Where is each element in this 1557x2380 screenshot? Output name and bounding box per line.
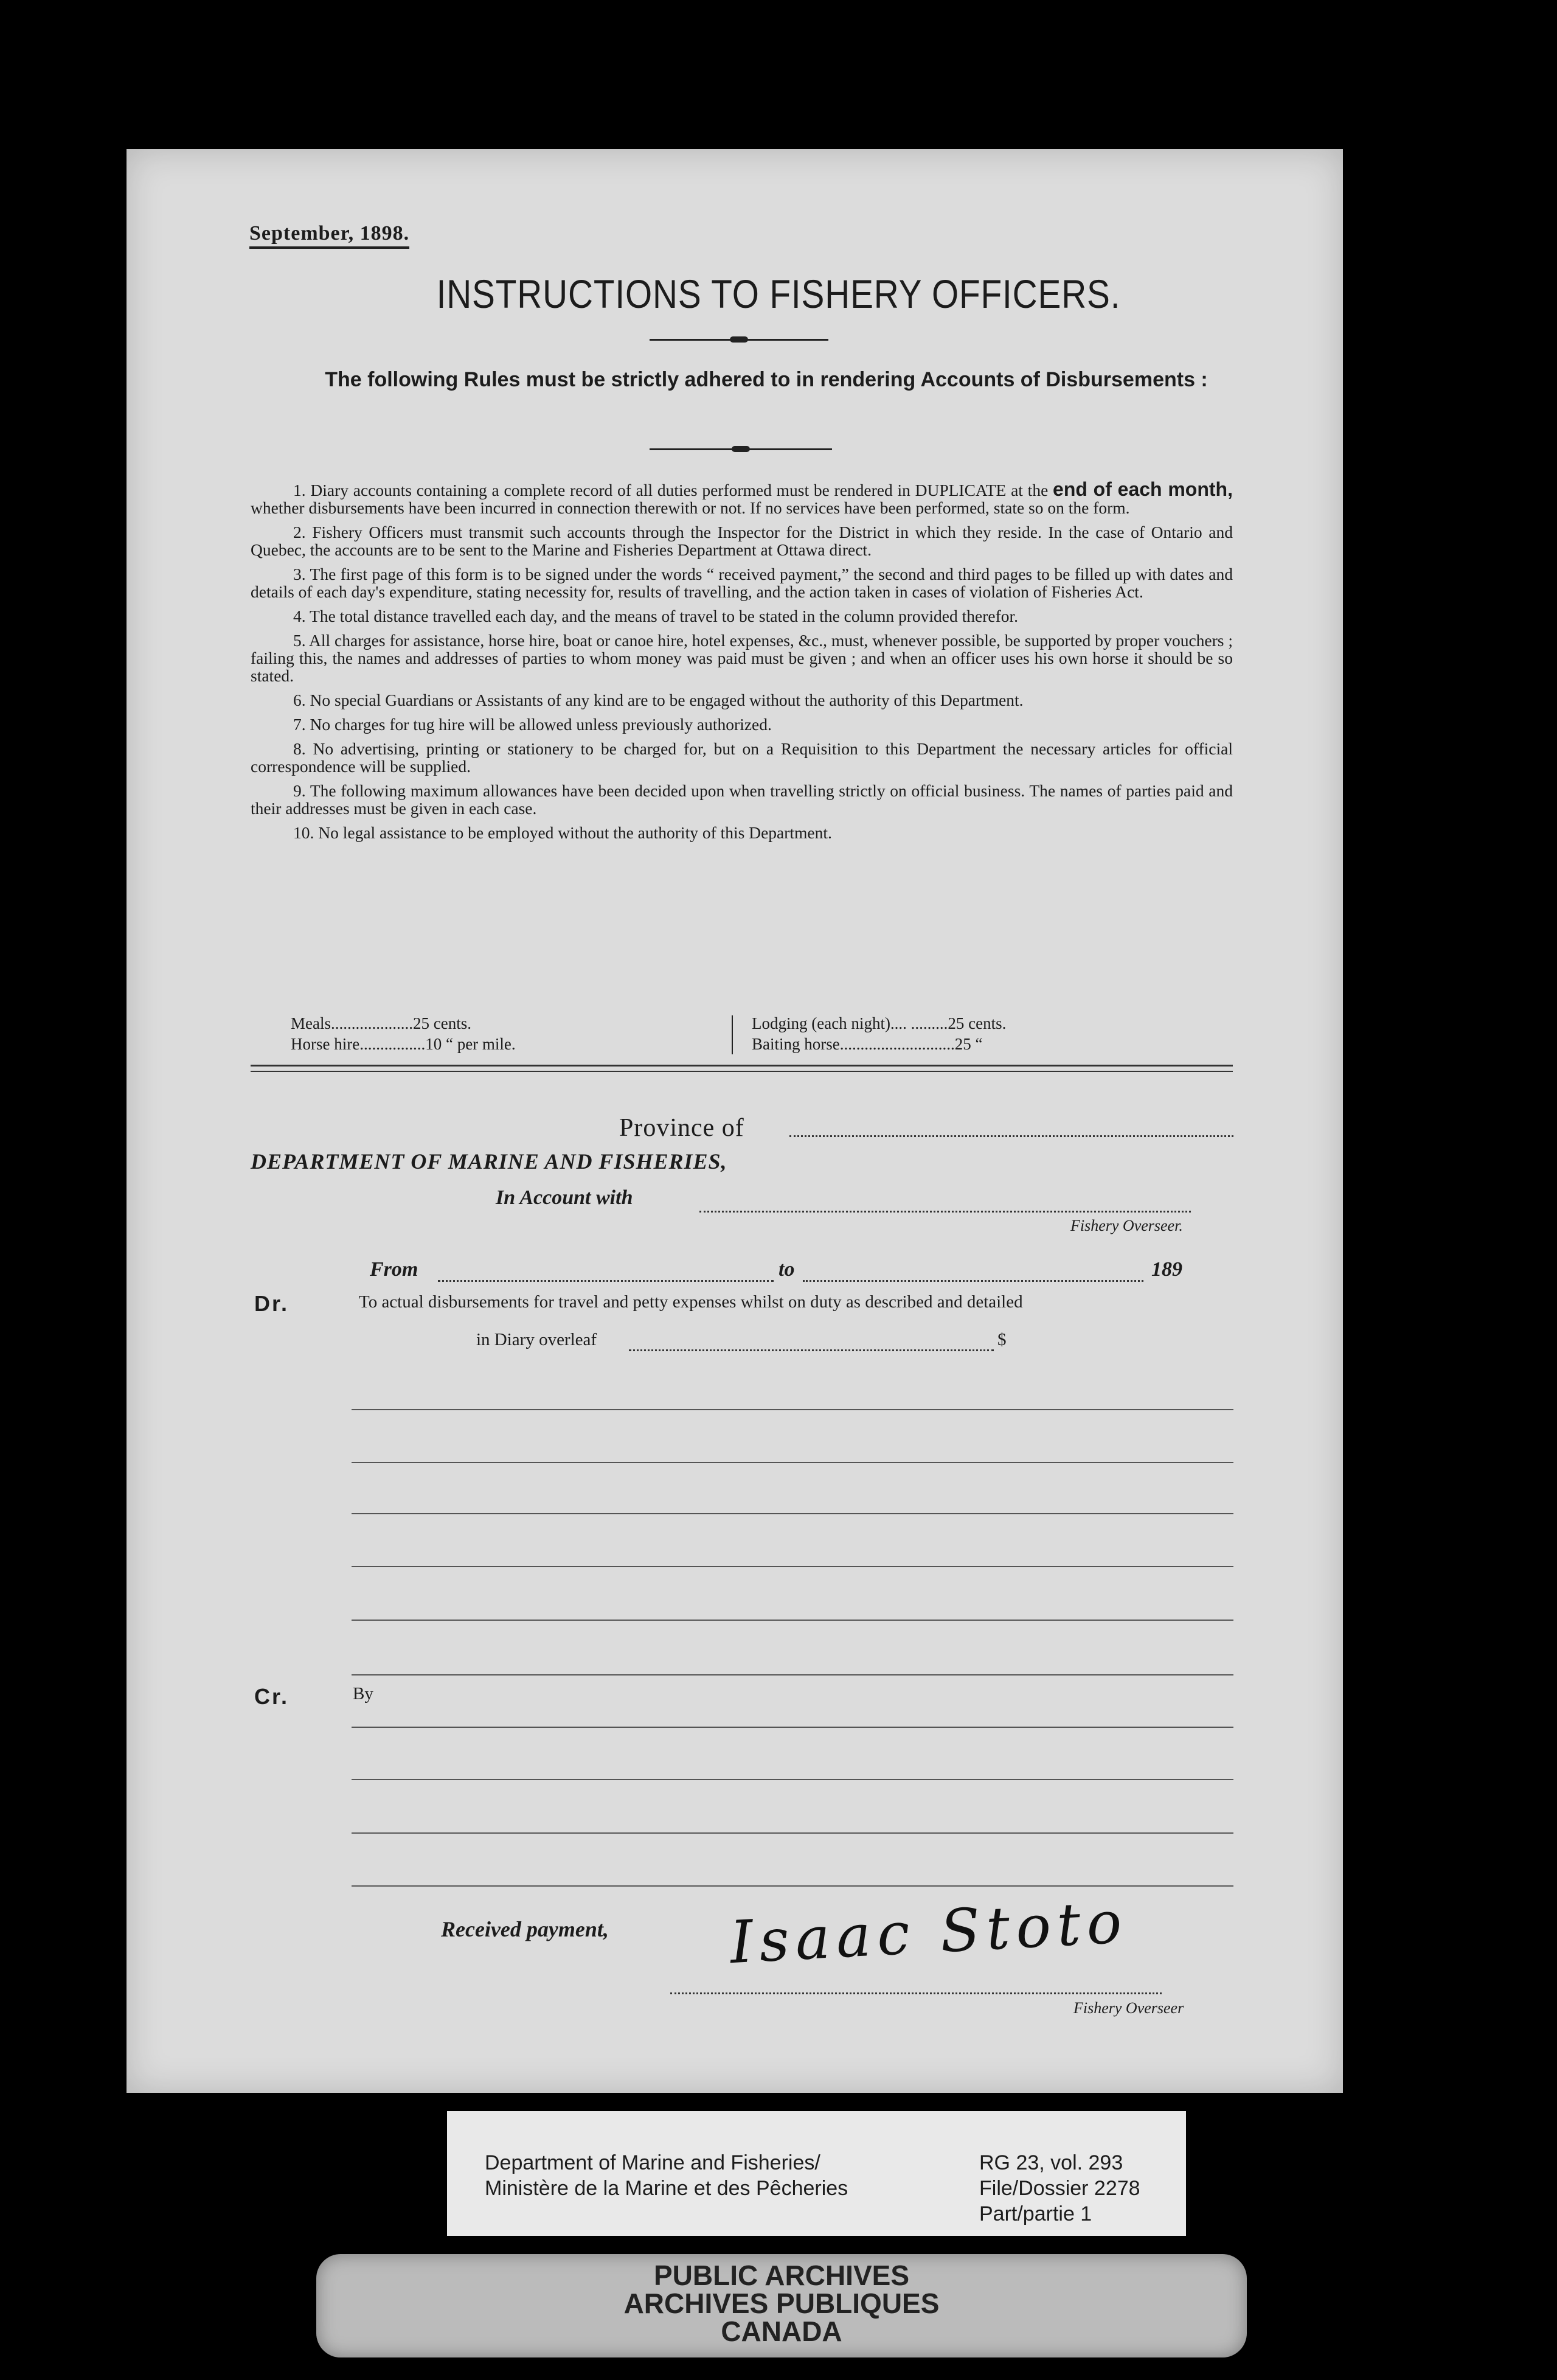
section-divider [251,1071,1233,1072]
to-date-field[interactable] [803,1280,1143,1282]
rule-item: 8. No advertising, printing or stationery to be charged for, but on a Requisition to this Department the necessary articles for official correspondence will be supplied. [251,739,1233,776]
department-heading: DEPARTMENT OF MARINE AND FISHERIES, [251,1149,727,1174]
rule-item: 1. Diary accounts containing a complete record of all duties performed must be rendered in DUPLICATE at the end of each month, whether disbursements have been incurred in connection therewith or not. If no services have been performed, state so on the form. [251,478,1233,517]
rule-item: 4. The total distance travelled each day, and the means of travel to be stated in the column provided therefor. [293,607,1019,625]
in-account-with-label: In Account with [496,1186,633,1209]
account-name-field[interactable] [699,1211,1191,1213]
fishery-overseer-caption: Fishery Overseer. [1070,1217,1183,1234]
subtitle: The following Rules must be strictly adhered to in rendering Accounts of Disbursements : [325,368,1208,391]
signature-line[interactable] [670,1992,1162,1994]
received-payment-label: Received payment, [441,1917,609,1941]
archive-reference-card [447,2111,1186,2236]
debit-entry-line[interactable] [352,1462,1233,1463]
from-label: From [370,1258,418,1281]
fishery-overseer-caption: Fishery Overseer [1073,1999,1184,2017]
by-label: By [353,1684,373,1703]
province-field[interactable] [789,1135,1233,1137]
credit-entry-line[interactable] [352,1832,1233,1834]
allowances-table [291,1013,1233,1057]
rules-list [251,478,1233,848]
rule-item: 6. No special Guardians or Assistants of any kind are to be engaged without the authority of this Department. [293,691,1024,709]
debit-label: Dr. [254,1291,290,1316]
diary-amount-field[interactable] [629,1349,994,1351]
rule-item: 3. The first page of this form is to be signed under the words “ received payment,” the second and third pages to be filled up with dates and details of each day's expenditure, stating necessity for, results of travelling, and the action taken in cases of violation of Fisheries Act. [251,565,1233,601]
dollar-sign: $ [997,1330,1007,1349]
credit-entry-line[interactable] [352,1779,1233,1780]
to-label: to [778,1258,795,1281]
ornament-dot [730,336,748,343]
section-divider [251,1065,1233,1066]
archives-stamp-text: PUBLIC ARCHIVES ARCHIVES PUBLIQUES CANADA [623,2260,940,2347]
allowance-lodging: Lodging (each night).... .........25 cents. [752,1014,1007,1032]
rule-item: 10. No legal assistance to be employed without the authority of this Department. [293,823,832,842]
allowance-divider [732,1015,733,1054]
debit-entry-line[interactable] [352,1513,1233,1514]
debit-entry-line[interactable] [352,1674,1233,1675]
allowance-baiting: Baiting horse............................25 “ [752,1035,983,1053]
province-label: Province of [619,1114,744,1142]
rule-item: 2. Fishery Officers must transmit such accounts through the Inspector for the District in which they reside. In the case of Ontario and Quebec, the accounts are to be sent to the Marine and Fisheries Department at Ottawa direct. [251,523,1233,559]
rule-emphasis: end of each month, [1053,478,1233,500]
rule-item: 9. The following maximum allowances have been decided upon when travelling strictly on official business. The names of parties paid and their addresses must be given in each case. [251,781,1233,818]
credit-entry-line[interactable] [352,1727,1233,1728]
from-date-field[interactable] [438,1280,774,1282]
credit-entry-line[interactable] [352,1885,1233,1887]
allowance-col-right [752,1013,1006,1054]
year-label: 189 [1151,1258,1182,1281]
ornament-dot [732,446,750,452]
debit-entry-line[interactable] [352,1409,1233,1410]
page-title: INSTRUCTIONS TO FISHERY OFFICERS. [436,271,1121,316]
allowance-meals: Meals....................25 cents. [291,1014,471,1032]
debit-entry-line[interactable] [352,1620,1233,1621]
allowance-col-left [291,1013,516,1054]
rule-item: 7. No charges for tug hire will be allowed unless previously authorized. [293,715,772,734]
debit-entry-line[interactable] [352,1566,1233,1567]
debit-description: To actual disbursements for travel and petty expenses whilst on duty as described and detailed [359,1292,1023,1312]
date-tag: September, 1898. [249,222,409,249]
file-reference: RG 23, vol. 293 File/Dossier 2278 Part/partie 1 [979,2151,1140,2225]
allowance-horse-hire: Horse hire................10 “ per mile. [291,1035,516,1053]
diary-overleaf-label: in Diary overleaf [476,1330,597,1349]
archives-stamp [316,2254,1247,2357]
department-names: Department of Marine and Fisheries/ Ministère de la Marine et des Pêcheries [485,2151,848,2200]
handwritten-signature: Isaac Stoto [728,1887,1129,1977]
rule-item: 5. All charges for assistance, horse hire, boat or canoe hire, hotel expenses, &c., must, whenever possible, be supported by proper vouchers ; failing this, the names and addresses of parties to whom money was paid must be given ; and when an officer uses his own horse it should be so stated. [251,631,1233,685]
credit-label: Cr. [254,1684,290,1709]
